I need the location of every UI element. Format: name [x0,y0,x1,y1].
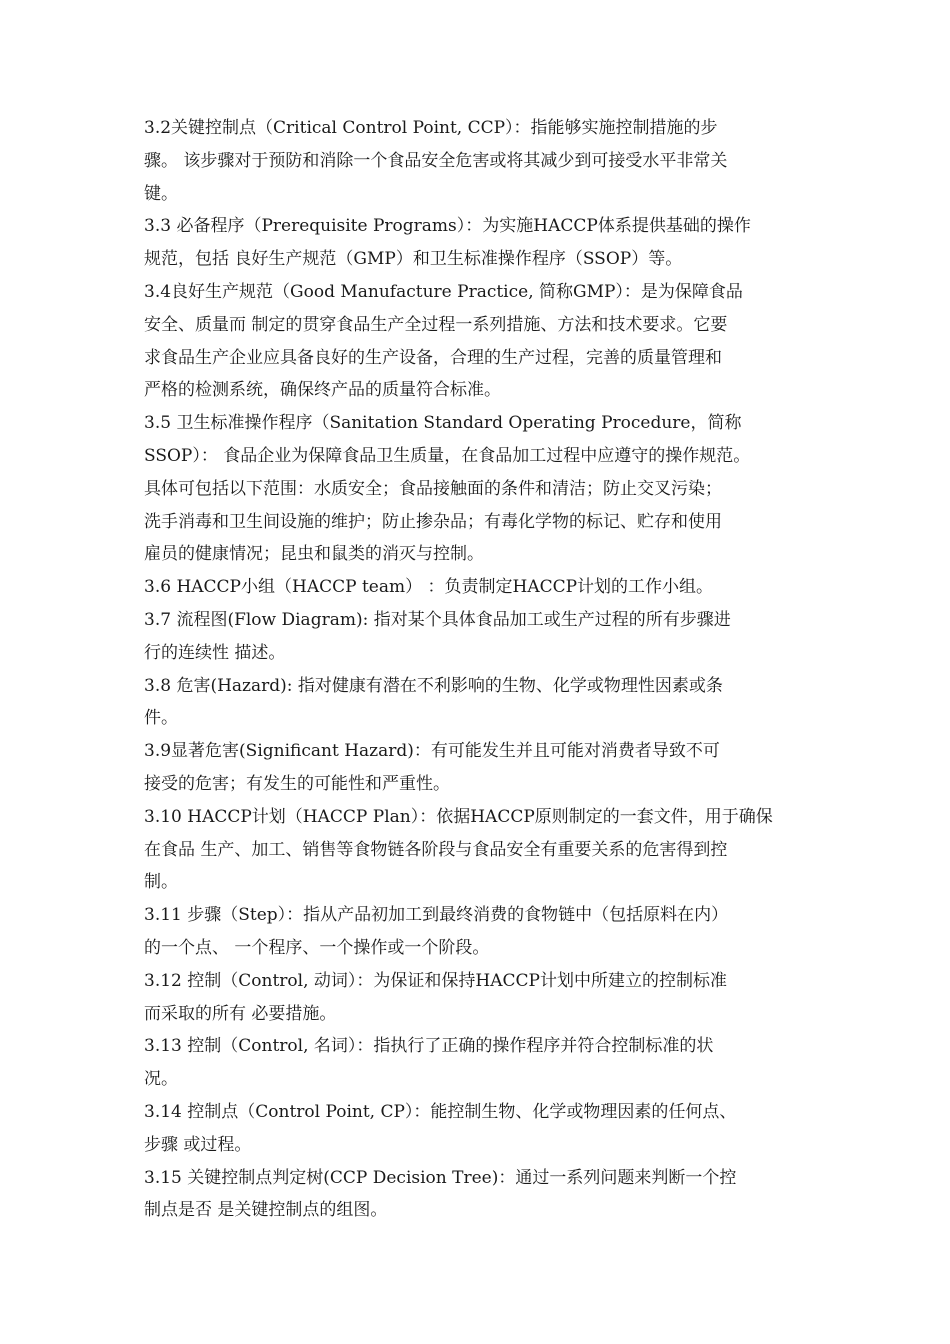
definitions-list [144,112,812,1227]
definition-3-12 [144,965,812,1031]
text-line: 在食品 生产、加工、销售等食物链各阶段与食品安全有重要关系的危害得到控 [144,839,728,860]
text-line: 3.11 步骤（Step）：指从产品初加工到最终消费的食物链中（包括原料在内） [144,905,729,926]
text-line: 洗手消毒和卫生间设施的维护；防止掺杂品；有毒化学物的标记、贮存和使用 [144,511,722,532]
definition-3-15 [144,1162,812,1228]
text-line: 3.2关键控制点（Critical Control Point, CCP）：指能够实施控制措施的步 [144,118,718,138]
text-line: 接受的危害；有发生的可能性和严重性。 [144,773,450,794]
text-line: 骤。 该步骤对于预防和消除一个食品安全危害或将其减少到可接受水平非常关 [144,150,728,171]
text-line: 3.8 危害(Hazard): 指对健康有潜在不利影响的生物、化学或物理性因素或条 [144,675,723,696]
text-line: 3.6 HACCP小组（HACCP team） ：负责制定HACCP计划的工作小组。 [144,577,714,598]
text-line: 而采取的所有 必要措施。 [144,1003,337,1024]
definition-3-3 [144,210,812,276]
text-line: 3.3 必备程序（Prerequisite Programs）：为实施HACCP体系提供基础的操作 [144,216,751,237]
text-line: 3.15 关键控制点判定树(CCP Decision Tree)：通过一系列问题来判断一个控 [144,1167,737,1188]
definition-3-2 [144,112,812,210]
text-line: 3.9显著危害(Significant Hazard)：有可能发生并且可能对消费者导致不可 [144,741,720,762]
definition-3-6 [144,571,812,604]
text-line: 3.7 流程图(Flow Diagram): 指对某个具体食品加工或生产过程的所有步骤进 [144,609,731,630]
definition-3-8 [144,670,812,736]
definition-3-14 [144,1096,812,1162]
definition-3-10 [144,801,812,899]
text-line: 3.5 卫生标准操作程序（Sanitation Standard Operating Procedure，简称 [144,413,742,434]
text-line: 具体可包括以下范围：水质安全；食品接触面的条件和清洁；防止交叉污染； [144,478,722,499]
text-line: 规范，包括 良好生产规范（GMP）和卫生标准操作程序（SSOP）等。 [144,249,683,270]
text-line: SSOP）： 食品企业为保障食品卫生质量，在食品加工过程中应遵守的操作规范。 [144,445,751,466]
text-line: 制点是否 是关键控制点的组图。 [144,1200,388,1221]
text-line: 况。 [144,1069,178,1090]
text-line: 雇员的健康情况；昆虫和鼠类的消灭与控制。 [144,544,484,565]
text-line: 制。 [144,872,178,893]
text-line: 的一个点、 一个程序、一个操作或一个阶段。 [144,937,490,958]
text-line: 3.12 控制（Control, 动词）：为保证和保持HACCP计划中所建立的控制标准 [144,970,727,991]
text-line: 件。 [144,708,178,729]
definition-3-7 [144,604,812,670]
definition-3-11 [144,899,812,965]
text-line: 键。 [144,183,178,204]
text-line: 严格的检测系统，确保终产品的质量符合标准。 [144,380,501,401]
text-line: 3.14 控制点（Control Point, CP）：能控制生物、化学或物理因素的任何点、 [144,1101,737,1122]
text-line: 安全、质量而 制定的贯穿食品生产全过程一系列措施、方法和技术要求。它要 [144,314,728,335]
text-line: 求食品生产企业应具备良好的生产设备，合理的生产过程，完善的质量管理和 [144,347,722,368]
definition-3-9 [144,735,812,801]
text-line: 3.4良好生产规范（Good Manufacture Practice, 简称GMP）：是为保障食品 [144,281,743,302]
definition-3-5 [144,407,812,571]
text-line: 行的连续性 描述。 [144,642,286,663]
text-line: 步骤 或过程。 [144,1134,252,1155]
text-line: 3.10 HACCP计划（HACCP Plan）：依据HACCP原则制定的一套文件，用于确保 [144,806,773,827]
text-line: 3.13 控制（Control, 名词）：指执行了正确的操作程序并符合控制标准的状 [144,1036,714,1057]
definition-3-13 [144,1030,812,1096]
definition-3-4 [144,276,812,407]
